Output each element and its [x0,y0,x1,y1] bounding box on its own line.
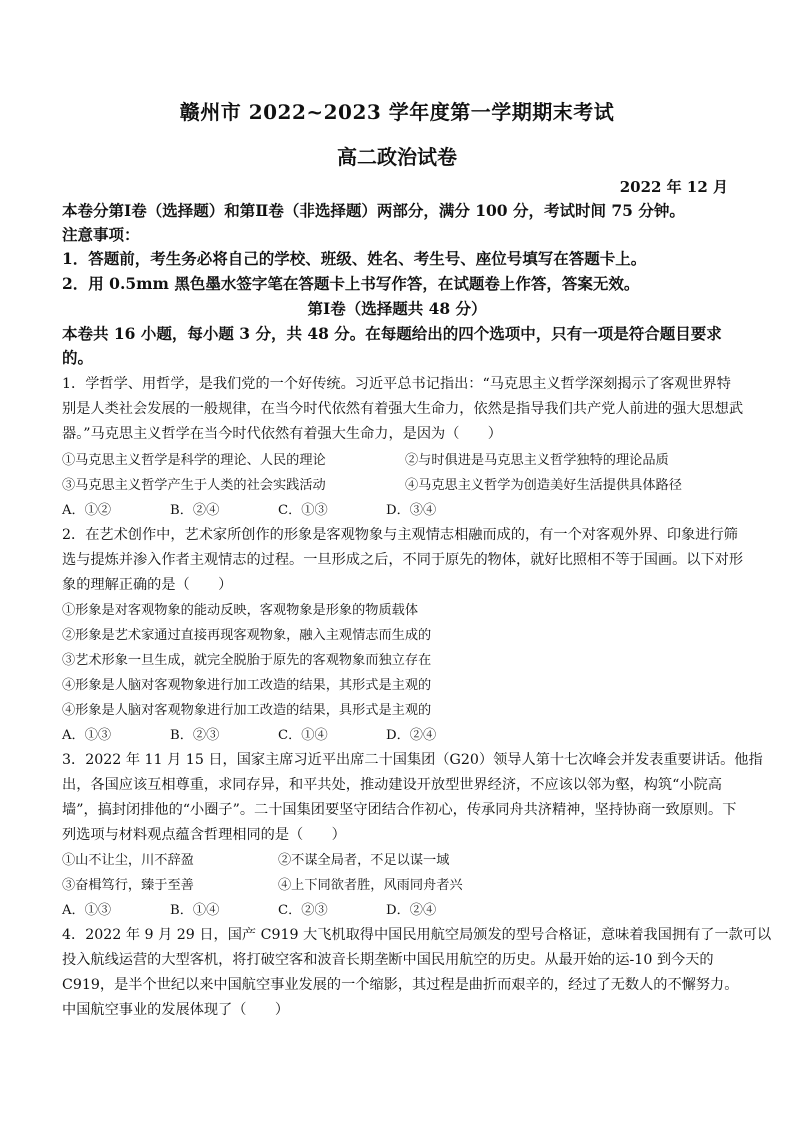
q4-stem-line: C919，是半个世纪以来中国航空事业发展的一个缩影，其过程是曲折而艰辛的，经过了无数人的不懈努力。 [62,977,739,993]
q1-statement-4: ④马克思主义哲学为创造美好生活提供具体路径 [405,478,682,493]
q3-statement-2: ②不谋全局者，不足以谋一域 [278,853,450,868]
exam-title: 赣州市 2022~2023 学年度第一学期期末考试 [179,100,615,124]
q1-choice-d[interactable]: D．③④ [386,503,437,518]
q3-choice-a[interactable]: A．①③ [62,903,112,918]
q1-statement-1: ①马克思主义哲学是科学的理论、人民的理论 [62,453,326,468]
exam-subtitle: 高二政治试卷 [337,145,457,169]
q3-choice-b[interactable]: B．①④ [170,903,220,918]
q1-choice-a[interactable]: A．①② [62,503,112,518]
q2-stem-line: 选与提炼并渗入作者主观情志的过程。一旦形成之后，不同于原先的物体，就好比照相不等于国画。以下对形 [62,552,744,568]
q2-stem-line: 象的理解正确的是（ ） [62,577,233,593]
q2-choice-c[interactable]: C．①④ [278,728,328,743]
q3-statement-3: ③奋楫笃行，臻于至善 [62,878,194,893]
notice-title: 注意事项： [62,225,140,244]
q4-stem-line: 4．2022 年 9 月 29 日，国产 C919 大飞机取得中国民用航空局颁发的型号合格证，意味着我国拥有了一款可以 [62,927,772,943]
q3-stem-line: 3．2022 年 11 月 15 日，国家主席习近平出席二十国集团（G20）领导人第十七次峰会并发表重要讲话。他指 [62,752,763,768]
q3-statement-1: ①山不让尘，川不辞盈 [62,853,194,868]
q2-choice-d[interactable]: D．②④ [386,728,437,743]
q1-stem-line: 1．学哲学、用哲学，是我们党的一个好传统。习近平总书记指出：“马克思主义哲学深刻揭示了客观世界特 [62,376,731,392]
intro-line: 本卷分第Ⅰ卷（选择题）和第Ⅱ卷（非选择题）两部分，满分 100 分，考试时间 75 分钟。 [62,201,685,220]
q2-choice-a[interactable]: A．①③ [62,728,112,743]
q3-choice-d[interactable]: D．②④ [386,903,437,918]
q3-statement-4: ④上下同欲者胜，风雨同舟者兴 [278,878,463,893]
q1-statement-3: ③马克思主义哲学产生于人类的社会实践活动 [62,478,326,493]
notice-item-2: 2．用 0.5mm 黑色墨水签字笔在答题卡上书写作答，在试题卷上作答，答案无效。 [62,274,640,293]
q3-stem-line: 墙”，搞封闭排他的“小圈子”。二十国集团要坚守团结合作初心，传承同舟共济精神，坚持协商一致原则。下 [62,802,737,818]
q1-stem-line: 器。”马克思主义哲学在当今时代依然有着强大生命力，是因为（ ） [62,426,502,442]
q2-stem-line: 2．在艺术创作中，艺术家所创作的形象是客观物象与主观情志相融而成的，有一个对客观外界、印象进行筛 [62,527,738,543]
notice-item-1: 1．答题前，考生务必将自己的学校、班级、姓名、考生号、座位号填写在答题卡上。 [62,249,647,268]
q1-choice-c[interactable]: C．①③ [278,503,328,518]
q2-choice-b[interactable]: B．②③ [170,728,220,743]
exam-date: 2022 年 12 月 [619,178,728,196]
q4-stem-line: 投入航线运营的大型客机，将打破空客和波音长期垄断中国民用航空的历史。从最开始的运-10 到今天的 [62,952,714,968]
section-desc-cont: 的。 [62,348,94,367]
q3-choice-c[interactable]: C．②③ [278,903,328,918]
q2-statement-1: ①形象是对客观物象的能动反映，客观物象是形象的物质载体 [62,603,419,618]
q2-statement-3: ③艺术形象一旦生成，就完全脱胎于原先的客观物象而独立存在 [62,653,432,668]
q4-stem-line: 中国航空事业的发展体现了（ ） [62,1002,290,1018]
q1-stem-line: 别是人类社会发展的一般规律，在当今时代依然有着强大生命力，依然是指导我们共产党人前进的强大思想武 [62,401,744,417]
q3-stem-line: 列选项与材料观点蕴含哲理相同的是（ ） [62,827,346,843]
q1-choice-b[interactable]: B．②④ [170,503,220,518]
section-title: 第Ⅰ卷（选择题共 48 分） [307,299,487,318]
section-desc: 本卷共 16 小题，每小题 3 分，共 48 分。在每题给出的四个选项中，只有一项是符合题目要求 [62,324,722,343]
q1-statement-2: ②与时俱进是马克思主义哲学独特的理论品质 [405,453,669,468]
q2-statement-2: ②形象是艺术家通过直接再现客观物象，融入主观情志而生成的 [62,628,432,643]
q2-statement-4: ④形象是人脑对客观物象进行加工改造的结果，其形式是主观的 [62,678,432,693]
q2-statement-5: ④形象是人脑对客观物象进行加工改造的结果，具形式是主观的 [62,703,432,718]
q3-stem-line: 出，各国应该互相尊重，求同存异，和平共处，推动建设开放型世界经济，不应该以邻为壑，构筑“小院高 [62,777,722,793]
